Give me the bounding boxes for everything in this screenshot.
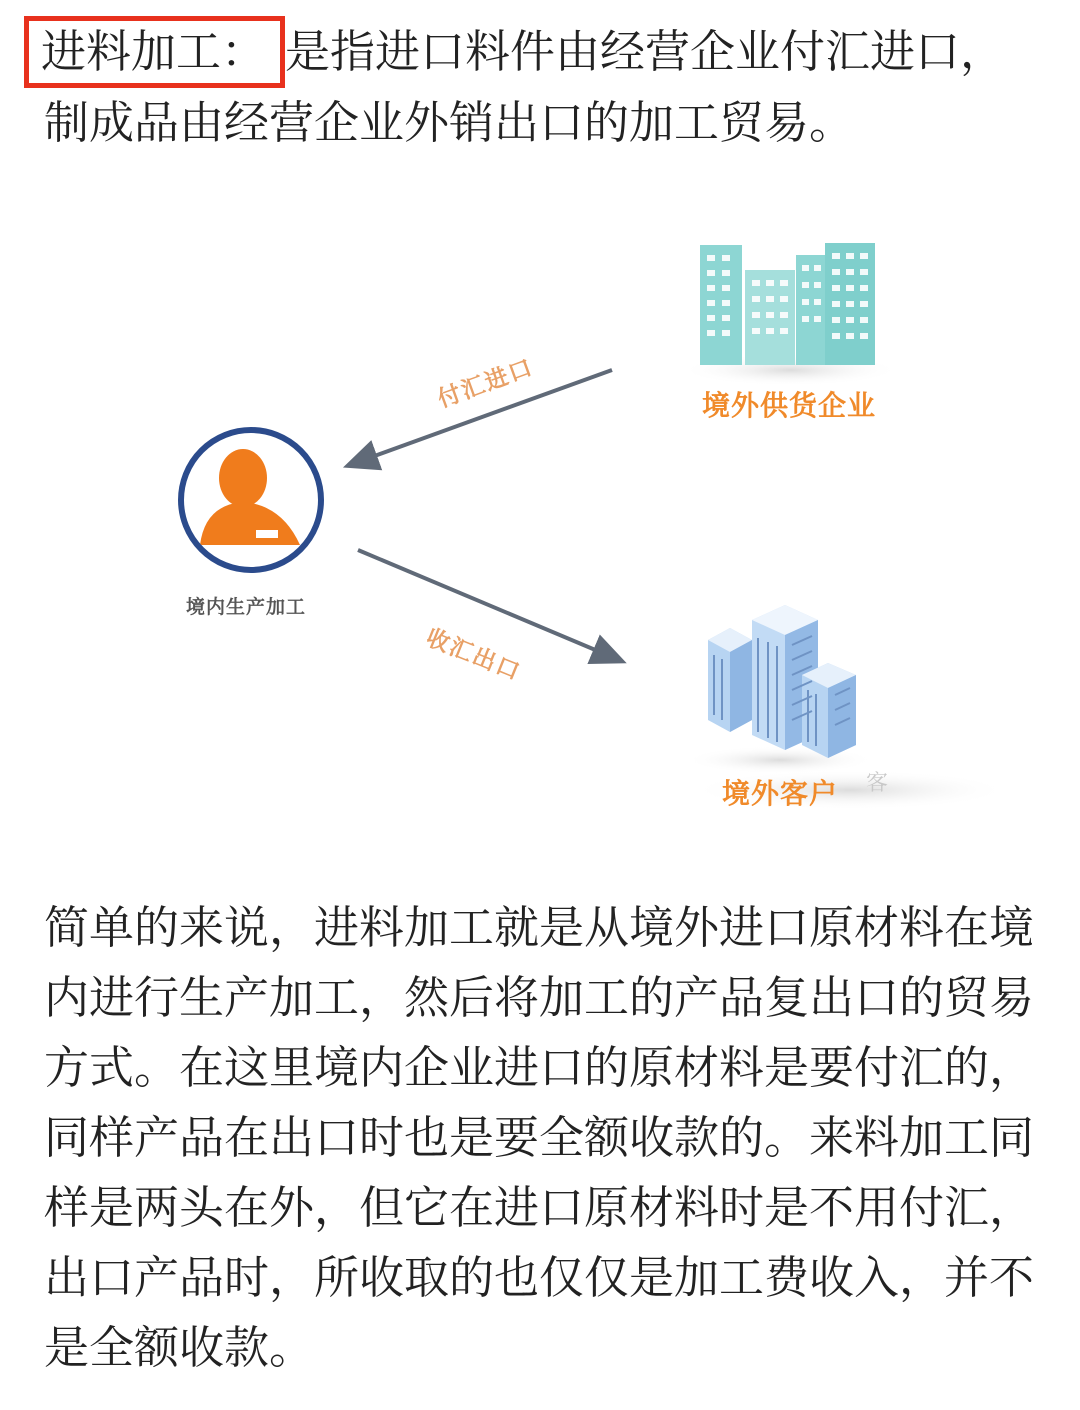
intro-text: 是指进口料件由经营企业付汇进口，制成品由经营企业外销出口的加工贸易。	[44, 25, 1006, 149]
highlighted-term: 进料加工：	[24, 16, 285, 88]
customer-label: 境外客户	[722, 777, 839, 810]
domestic-producer-icon	[181, 430, 321, 570]
supplier-label: 境外供货企业	[702, 389, 877, 422]
import-arrow-label: 付汇进口	[434, 354, 538, 414]
domestic-label: 境内生产加工	[186, 596, 307, 618]
diagram-graphics	[0, 160, 1080, 880]
customer-label-faint: 客	[866, 771, 889, 796]
trade-flow-diagram	[0, 160, 1080, 880]
intro-paragraph	[41, 16, 1034, 158]
export-arrow-label: 收汇出口	[422, 624, 525, 687]
summary-paragraph: 简单的来说，进料加工就是从境外进口原材料在境内进行生产加工，然后将加工的产品复出口的贸易方式。在这里境内企业进口的原材料是要付汇的，同样产品在出口时也是要全额收款的。来料加工同样是两头在外，但它在进口原材料时是不用付汇，出口产品时，所收取的也仅仅是加工费收入，并不是全额收款。	[44, 901, 1035, 1374]
supplier-building-icon	[680, 243, 900, 386]
